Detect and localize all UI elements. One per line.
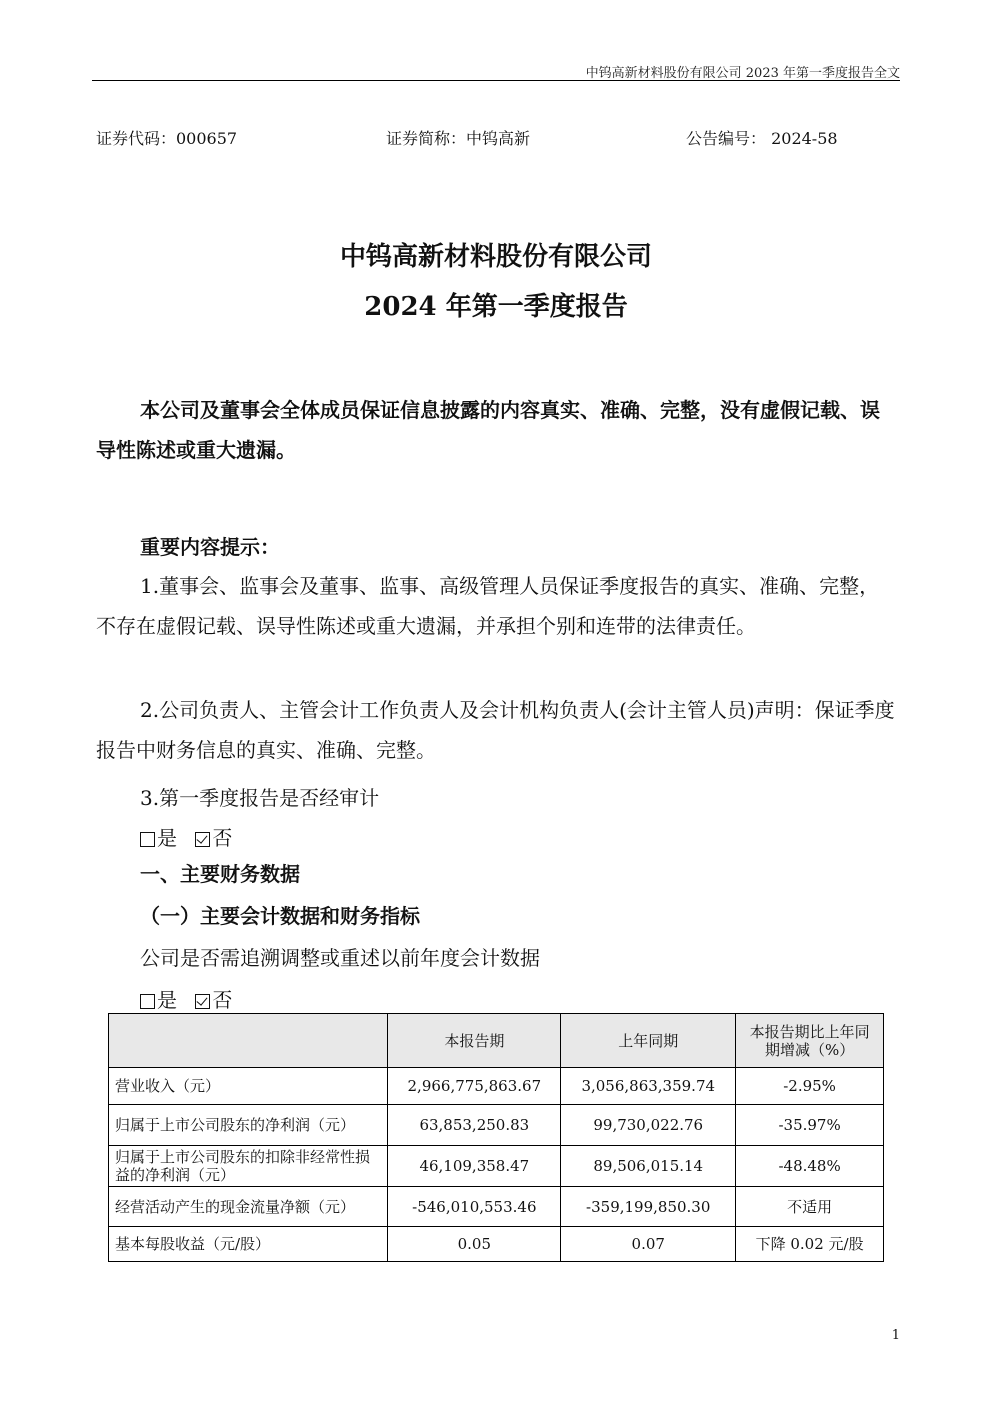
row-current: 63,853,250.83 — [388, 1105, 561, 1146]
header-divider — [92, 80, 900, 81]
report-title: 2024 年第一季度报告 — [364, 292, 628, 322]
page-number: 1 — [891, 1328, 900, 1343]
notice-item-3: 3.第一季度报告是否经审计 — [140, 786, 380, 810]
table-header-cell: 本报告期 — [388, 1014, 561, 1068]
row-change: -35.97% — [736, 1105, 884, 1146]
row-current: 46,109,358.47 — [388, 1146, 561, 1187]
row-label: 归属于上市公司股东的扣除非经常性损益的净利润（元） — [109, 1146, 388, 1187]
row-current: 2,966,775,863.67 — [388, 1068, 561, 1105]
restate-choice — [140, 984, 232, 1013]
table-row — [109, 1146, 884, 1187]
notice-heading: 重要内容提示： — [140, 535, 280, 559]
row-change: -2.95% — [736, 1068, 884, 1105]
running-header: 中钨高新材料股份有限公司 2023 年第一季度报告全文 — [585, 66, 900, 81]
table-header-row — [109, 1014, 884, 1068]
restate-question: 公司是否需追溯调整或重述以前年度会计数据 — [140, 946, 540, 970]
restate-yes-label: 是 — [157, 988, 177, 1012]
restate-no-label: 否 — [212, 988, 233, 1012]
security-code: 证券代码：000657 — [96, 129, 238, 148]
row-label: 基本每股收益（元/股） — [109, 1227, 388, 1262]
row-current: -546,010,553.46 — [388, 1187, 561, 1227]
key-financial-table — [108, 1013, 884, 1262]
audit-yes-label: 是 — [157, 826, 177, 850]
table-header-cell: 本报告期比上年同期增减（%） — [736, 1014, 884, 1068]
row-prior: 3,056,863,359.74 — [561, 1068, 736, 1105]
notice-item-1: 1.董事会、监事会及董事、监事、高级管理人员保证季度报告的真实、准确、完整，不存在虚假记载、误导性陈述或重大遗漏，并承担个别和连带的法律责任。 — [96, 574, 880, 638]
row-change: 不适用 — [736, 1187, 884, 1227]
table-row — [109, 1105, 884, 1146]
company-title: 中钨高新材料股份有限公司 — [339, 242, 652, 272]
board-statement: 本公司及董事会全体成员保证信息披露的内容真实、准确、完整，没有虚假记载、误导性陈述或重大遗漏。 — [96, 398, 880, 462]
restate-yes-checkbox[interactable] — [140, 994, 155, 1009]
row-current: 0.05 — [388, 1227, 561, 1262]
row-label: 归属于上市公司股东的净利润（元） — [109, 1105, 388, 1146]
audit-no-label: 否 — [212, 826, 233, 850]
row-prior: -359,199,850.30 — [561, 1187, 736, 1227]
row-change: 下降 0.02 元/股 — [736, 1227, 884, 1262]
audit-choice — [140, 822, 232, 851]
table-row — [109, 1187, 884, 1227]
row-change: -48.48% — [736, 1146, 884, 1187]
row-label: 经营活动产生的现金流量净额（元） — [109, 1187, 388, 1227]
security-short-name: 证券简称：中钨高新 — [386, 129, 531, 148]
restate-no-checkbox[interactable] — [195, 994, 210, 1009]
row-label: 营业收入（元） — [109, 1068, 388, 1105]
table-row — [109, 1227, 884, 1262]
notice-number: 公告编号： 2024-58 — [686, 129, 838, 148]
table-header-cell — [109, 1014, 388, 1068]
table-header-cell: 上年同期 — [561, 1014, 736, 1068]
table-row — [109, 1068, 884, 1105]
row-prior: 89,506,015.14 — [561, 1146, 736, 1187]
row-prior: 99,730,022.76 — [561, 1105, 736, 1146]
audit-yes-checkbox[interactable] — [140, 832, 155, 847]
audit-no-checkbox[interactable] — [195, 832, 210, 847]
section-1-heading: 一、主要财务数据 — [140, 862, 300, 886]
row-prior: 0.07 — [561, 1227, 736, 1262]
section-1-sub-heading: （一）主要会计数据和财务指标 — [140, 904, 420, 928]
notice-item-2: 2.公司负责人、主管会计工作负责人及会计机构负责人(会计主管人员)声明：保证季度报告中财务信息的真实、准确、完整。 — [96, 698, 895, 762]
